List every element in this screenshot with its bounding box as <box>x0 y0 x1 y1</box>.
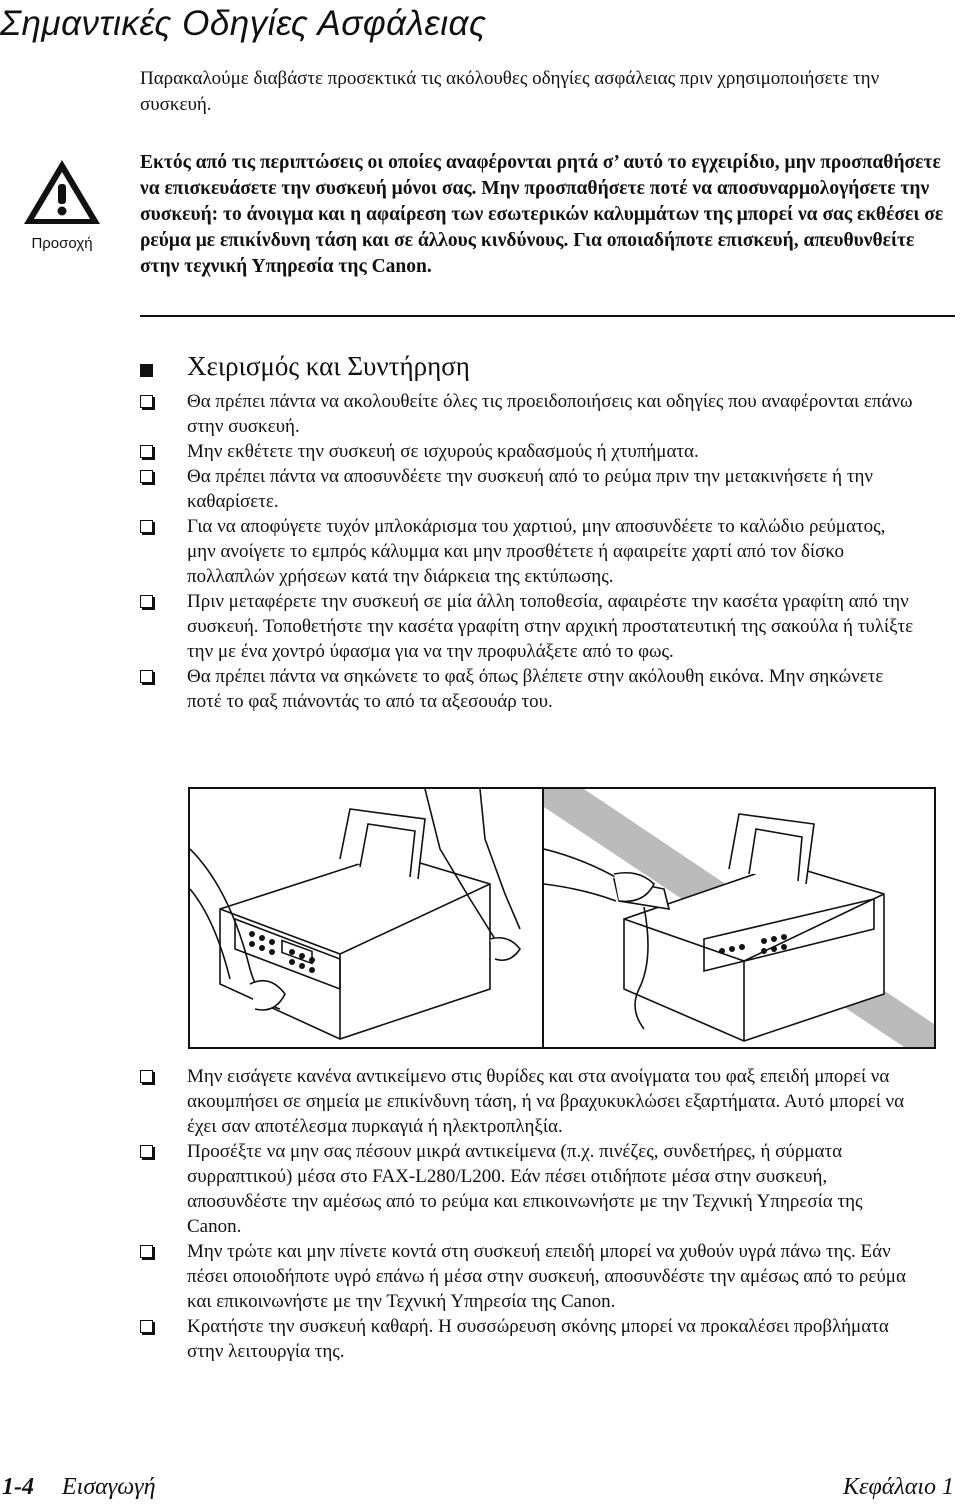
warning-triangle-icon <box>22 158 102 228</box>
page-number: 1-4 <box>2 1474 34 1500</box>
illustration-incorrect-lifting <box>542 787 936 1049</box>
list-item: Μην εκθέτετε την συσκευή σε ισχυρούς κραδασμούς ή χτυπήματα. <box>0 439 917 464</box>
checkbox-bullet-icon <box>140 595 153 608</box>
list-item: Μην εισάγετε κανένα αντικείμενο στις θυρίδες και στα ανοίγματα του φαξ επειδή μπορεί να ακουμπήσει σε σημεία με επικίνδυνη τάση, ή να βραχυκυκλώσει εξαρτήματα. Αυτό μπορεί να έχει σαν αποτέλεσμα πυρκαγιά ή ηλεκτροπληξία. <box>0 1064 917 1139</box>
list-item: Πριν μεταφέρετε την συσκευή σε μία άλλη τοποθεσία, αφαιρέστε την κασέτα γραφίτη από την συσκευή. Τοποθετήστε την κασέτα γραφίτη στην αρχική προστατευτική της σακούλα ή τυλίξτε την με ένα χοντρό ύφασμα για να την προφυλάξετε από το φως. <box>0 589 917 664</box>
footer-section: Εισαγωγή <box>62 1474 156 1500</box>
list-item: Κρατήστε την συσκευή καθαρή. Η συσσώρευση σκόνης μπορεί να προκαλέσει προβλήματα στην λειτουργία της. <box>0 1314 917 1364</box>
list-item: Προσέξτε να μην σας πέσουν μικρά αντικείμενα (π.χ. πινέζες, συνδετήρες, ή σύρματα συρραπτικού) μέσα στο FAX-L280/L200. Εάν πέσει οτιδήποτε μέσα στην συσκευή, αποσυνδέστε την αμέσως από το ρεύμα και επικοινωνήστε με την Τεχνική Υπηρεσία της Canon. <box>0 1139 917 1239</box>
checkbox-bullet-icon <box>140 445 153 458</box>
checkbox-bullet-icon <box>140 670 153 683</box>
list-item: Θα πρέπει πάντα να ακολουθείτε όλες τις προειδοποιήσεις και οδηγίες που αναφέρονται επάνω στην συσκευή. <box>0 389 917 439</box>
caution-block <box>22 158 102 252</box>
checkbox-bullet-icon <box>140 1245 153 1258</box>
checkbox-bullet-icon <box>140 1320 153 1333</box>
footer-chapter: Κεφάλαιο 1 <box>843 1474 954 1500</box>
bullet-list-continued <box>0 1064 960 1364</box>
illustration-correct-lifting <box>188 787 582 1049</box>
list-item: Θα πρέπει πάντα να αποσυνδέετε την συσκευή από το ρεύμα πριν την μετακινήσετε ή την καθαρίσετε. <box>0 464 917 514</box>
list-item: Θα πρέπει πάντα να σηκώνετε το φαξ όπως βλέπετε στην ακόλουθη εικόνα. Μην σηκώνετε ποτέ το φαξ πιάνοντάς το από τα αξεσουάρ του. <box>0 664 917 714</box>
checkbox-bullet-icon <box>140 395 153 408</box>
bullet-list <box>0 389 960 714</box>
list-item: Για να αποφύγετε τυχόν μπλοκάρισμα του χαρτιού, μην αποσυνδέετε το καλώδιο ρεύματος, μην ανοίγετε το εμπρός κάλυμμα και μην προσθέτετε ή αφαιρείτε χαρτί από τον δίσκο πολλαπλών χρήσεων κατά την διάρκεια της εκτύπωσης. <box>0 514 917 589</box>
section-bullet-icon <box>140 364 153 377</box>
page-title: Σημαντικές Οδηγίες Ασφάλειας <box>0 4 487 43</box>
caution-label: Προσοχή <box>31 235 93 252</box>
checkbox-bullet-icon <box>140 520 153 533</box>
checkbox-bullet-icon <box>140 1145 153 1158</box>
caution-text: Εκτός από τις περιπτώσεις οι οποίες αναφέρονται ρητά σ’ αυτό το εγχειρίδιο, μην προσπαθήσετε να επισκευάσετε την συσκευή μόνοι σας. Μην προσπαθήσετε ποτέ να αποσυναρμολογήσετε την συσκευή: το άνοιγμα και η αφαίρεση των εσωτερικών καλυμμάτων της μπορεί να σας εκθέσει σε ρεύμα με επικίνδυνη τάση και σε άλλους κινδύνους. Για οποιαδήποτε επισκευή, απευθυνθείτε στην τεχνική Υπηρεσία της Canon. <box>140 152 944 277</box>
list-item: Μην τρώτε και μην πίνετε κοντά στη συσκευή επειδή μπορεί να χυθούν υγρά πάνω της. Εάν πέσει οποιοδήποτε υγρό επάνω ή μέσα στην συσκευή, αποσυνδέστε την αμέσως από το ρεύμα και επικοινωνήστε με την Τεχνική Υπηρεσία της Canon. <box>0 1239 917 1314</box>
section-title: Χειρισμός και Συντήρηση <box>187 351 470 381</box>
checkbox-bullet-icon <box>140 470 153 483</box>
divider <box>140 315 955 317</box>
intro-paragraph: Παρακαλούμε διαβάστε προσεκτικά τις ακόλουθες οδηγίες ασφάλειας πριν χρησιμοποιήσετε την συσκευή. <box>140 68 880 115</box>
checkbox-bullet-icon <box>140 1070 153 1083</box>
